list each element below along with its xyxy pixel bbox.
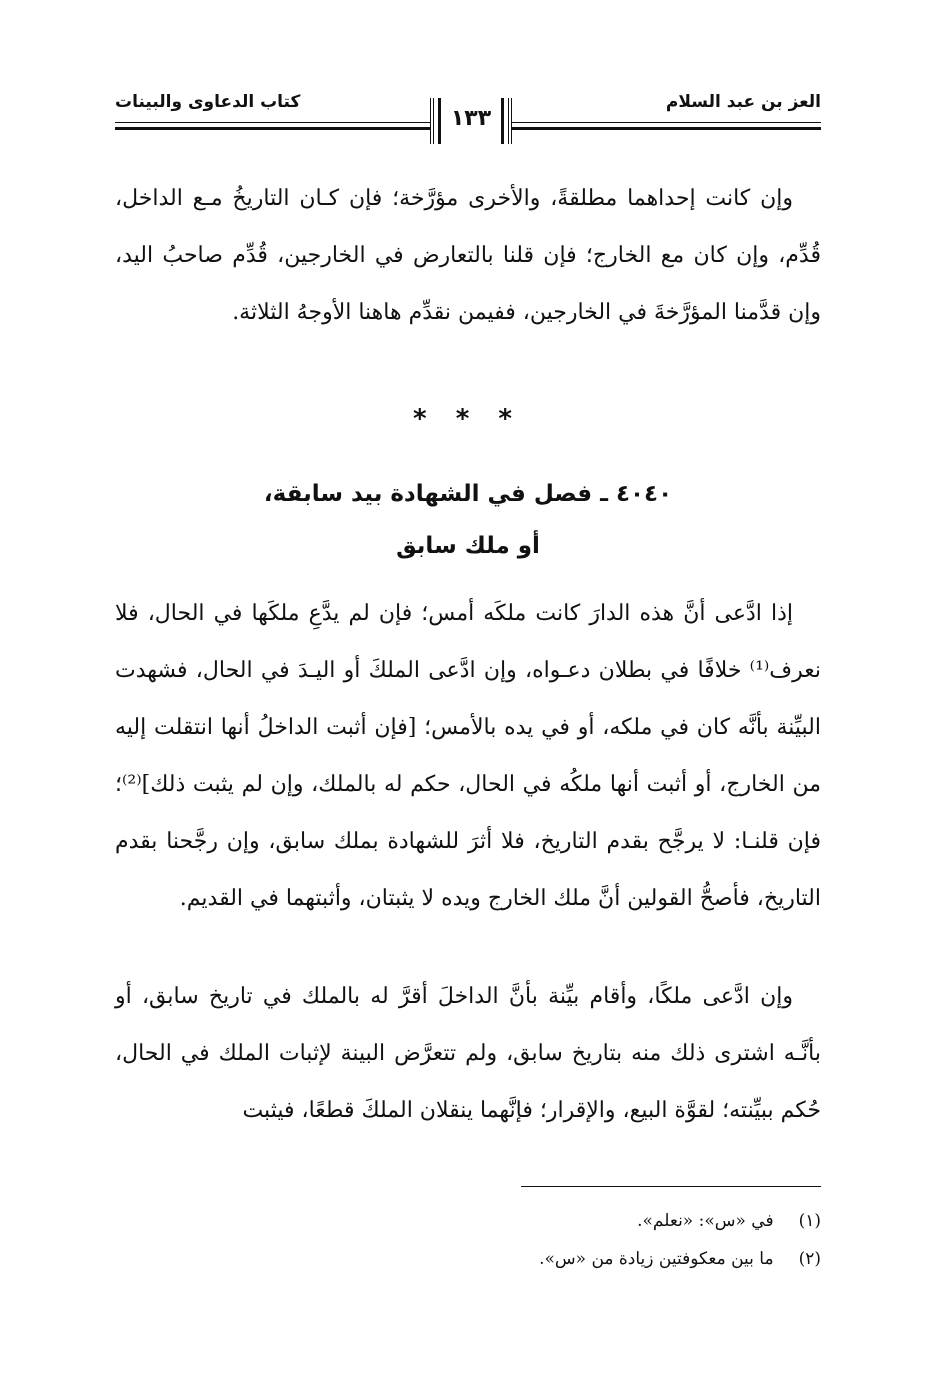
- paragraph-3-text: وإن ادَّعى ملكًا، وأقام بيِّنة بأنَّ الداخلَ أقرَّ له بالملك في تاريخ سابق، أو بأنَّـه اشترى ذلك منه بتاريخ سابق، ولم تتعرَّض البينة لإثبات الملك في الحال، حُكم ببيِّنته؛ لقوَّة البيع، والإقرار؛ فإنَّهما ينقلان الملكَ قطعًا، فيثبت: [115, 984, 821, 1123]
- footnote-1-text: في «س»: «نعلم».: [637, 1211, 774, 1231]
- section-heading-line-1: ٤٠٤٠ ـ فصل في الشهادة بيد سابقة،: [263, 481, 673, 507]
- footnote-2: [115, 1240, 821, 1278]
- section-heading: [115, 468, 821, 572]
- page-number-frame: [430, 98, 512, 144]
- section-heading-line-2: أو ملك سابق: [396, 533, 540, 559]
- paragraph-1: [115, 170, 821, 341]
- section-separator-stars: * * *: [413, 404, 522, 434]
- page-number: ١٣٣: [450, 106, 492, 131]
- paragraph-1-text: وإن كانت إحداهما مطلقةً، والأخرى مؤرَّخة؛ فإن كـان التاريخُ مـع الداخل، قُدِّم، وإن كان مع الخارج؛ فإن قلنا بالتعارض في الخارجين، قُدِّم صاحبُ اليد، وإن قدَّمنا المؤرَّخةَ في الخارجين، ففيمن نقدِّم هاهنا الأوجهُ الثلاثة.: [115, 186, 821, 325]
- footnote-1: [115, 1202, 821, 1240]
- paragraph-2: [115, 585, 821, 927]
- page-header: [115, 92, 821, 154]
- footnote-2-number: (٢): [798, 1249, 821, 1269]
- paragraph-2-text: إذا ادَّعى أنَّ هذه الدارَ كانت ملكَه أمس؛ فإن لم يدَّعِ ملكَها في الحال، فلا نعرف⁽¹⁾ خلافًا في بطلان دعـواه، وإن ادَّعى الملكَ أو اليـدَ في الحال، فشهدت البيِّنة بأنَّه كان في ملكه، أو في يده بالأمس؛ [فإن أثبت الداخلُ أنها انتقلت إليه من الخارج، أو أثبت أنها ملكُه في الحال، حكم له بالملك، وإن لم يثبت ذلك]⁽²⁾؛ فإن قلنـا: لا يرجَّح بقدم التاريخ، فلا أثرَ للشهادة بملك سابق، وإن رجَّحنا بقدم التاريخ، فأصحُّ القولين أنَّ ملك الخارج ويده لا يثبتان، وأثبتهما في القديم.: [115, 601, 821, 911]
- footnote-separator: [521, 1186, 821, 1187]
- footnote-1-number: (١): [798, 1211, 821, 1231]
- footnote-2-text: ما بين معكوفتين زيادة من «س».: [539, 1249, 774, 1269]
- header-author: العز بن عبد السلام: [665, 92, 821, 112]
- paragraph-3: [115, 968, 821, 1139]
- header-book-title: كتاب الدعاوى والبينات: [115, 92, 301, 112]
- footnotes: [115, 1202, 821, 1278]
